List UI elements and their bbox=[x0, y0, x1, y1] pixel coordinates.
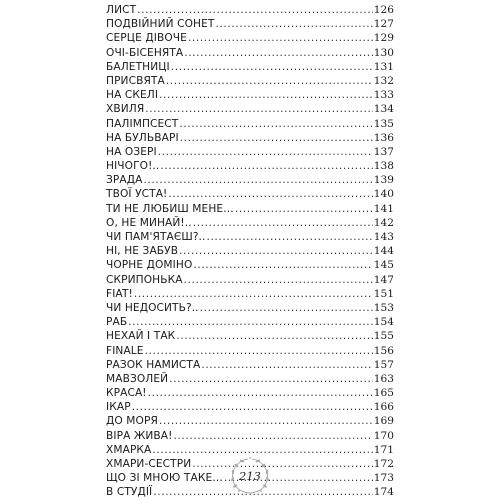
dot-leader bbox=[206, 230, 372, 244]
dot-leader bbox=[166, 74, 373, 88]
toc-entry-page: 133 bbox=[373, 89, 394, 102]
toc-entry bbox=[106, 429, 394, 443]
dot-leader bbox=[134, 287, 373, 301]
toc-entry bbox=[106, 17, 394, 31]
table-of-contents bbox=[106, 3, 394, 500]
toc-entry bbox=[106, 244, 394, 258]
toc-entry-page: 140 bbox=[373, 188, 394, 201]
toc-entry-page: 156 bbox=[373, 344, 394, 357]
toc-entry bbox=[106, 74, 394, 88]
dot-leader bbox=[145, 102, 372, 116]
toc-entry bbox=[106, 117, 394, 131]
dot-leader bbox=[128, 315, 373, 329]
toc-entry bbox=[106, 102, 394, 116]
dot-leader bbox=[180, 131, 373, 145]
toc-entry-page: 166 bbox=[373, 401, 394, 414]
toc-entry-page: 136 bbox=[373, 131, 394, 144]
page-number-ornament bbox=[226, 456, 274, 496]
toc-entry-title: FINALE bbox=[106, 344, 144, 357]
dot-leader bbox=[193, 258, 372, 272]
toc-entry-title: ВІРА ЖИВА! bbox=[106, 429, 173, 442]
toc-entry-title: ПОДВІЙНИЙ СОНЕТ bbox=[106, 18, 215, 31]
toc-entry bbox=[106, 202, 394, 216]
toc-entry-title: НІЧОГО!.. bbox=[106, 160, 160, 173]
toc-entry bbox=[106, 216, 394, 230]
toc-entry-title: ЧИ ПАМ'ЯТАЄШ?.. bbox=[106, 231, 206, 243]
dot-leader bbox=[132, 400, 373, 414]
dot-leader bbox=[174, 429, 373, 443]
toc-entry-page: 143 bbox=[373, 231, 394, 243]
dot-leader bbox=[159, 88, 373, 102]
dot-leader bbox=[171, 60, 373, 74]
toc-entry bbox=[106, 60, 394, 74]
toc-entry bbox=[106, 131, 394, 145]
toc-entry-title: ІКАР bbox=[106, 401, 131, 414]
dot-leader bbox=[235, 202, 373, 216]
toc-entry bbox=[106, 31, 394, 45]
toc-entry-title: НЕХАЙ І ТАК bbox=[106, 330, 176, 343]
toc-entry-title: ЩО ЗІ МНОЮ ТАКЕ… bbox=[106, 472, 223, 485]
toc-entry bbox=[106, 46, 394, 60]
toc-entry-page: 147 bbox=[373, 273, 394, 286]
toc-entry-page: 165 bbox=[373, 387, 394, 400]
dot-leader bbox=[193, 216, 373, 230]
dot-leader bbox=[176, 329, 372, 343]
toc-entry-page: 137 bbox=[373, 145, 394, 158]
dot-leader bbox=[159, 414, 373, 428]
toc-entry bbox=[106, 173, 394, 187]
toc-entry-title: FIAT! bbox=[106, 287, 133, 300]
toc-entry-title: ХМАРИ-СЕСТРИ bbox=[106, 458, 192, 470]
toc-entry-title: ПРИСВЯТА bbox=[106, 74, 165, 87]
toc-entry-page: 131 bbox=[373, 60, 394, 73]
dot-leader bbox=[184, 273, 373, 287]
toc-entry-title: О, НЕ МИНАЙ!.. bbox=[106, 216, 192, 229]
toc-entry-title: СЕРЦЕ ДІВОЧЕ bbox=[106, 32, 187, 45]
toc-entry bbox=[106, 159, 394, 173]
toc-entry-page: 126 bbox=[373, 4, 394, 16]
toc-entry-page: 174 bbox=[373, 486, 394, 499]
dot-leader bbox=[145, 344, 373, 358]
toc-entry-title: БАЛЕТНИЦІ bbox=[106, 60, 170, 73]
toc-entry-page: 172 bbox=[373, 458, 394, 470]
dot-leader bbox=[137, 3, 373, 17]
toc-entry-page: 129 bbox=[373, 32, 394, 45]
toc-entry-page: 169 bbox=[373, 415, 394, 428]
dot-leader bbox=[184, 46, 372, 60]
toc-entry-page: 145 bbox=[373, 259, 394, 272]
toc-entry-title: ЧОРНЕ ДОМІНО bbox=[106, 259, 193, 272]
page-number: 213 bbox=[239, 469, 261, 483]
toc-entry-page: 139 bbox=[373, 174, 394, 187]
toc-entry-page: 155 bbox=[373, 330, 394, 343]
toc-entry-title: ЧИ НЕДОСИТЬ?.. bbox=[106, 301, 199, 314]
toc-entry-title: МАВЗОЛЕЙ bbox=[106, 372, 169, 385]
toc-entry-title: ПАЛІМПСЕСТ bbox=[106, 117, 179, 130]
toc-entry-page: 141 bbox=[373, 202, 394, 215]
toc-entry bbox=[106, 301, 394, 315]
toc-entry-page: 173 bbox=[373, 472, 394, 485]
toc-entry-title: РАБ bbox=[106, 316, 128, 329]
toc-entry-title: ОЧІ-БІСЕНЯТА bbox=[106, 46, 184, 59]
toc-entry-title: НА БУЛЬВАРІ bbox=[106, 131, 179, 144]
toc-entry-page: 132 bbox=[373, 74, 394, 87]
toc-entry-title: ХМАРКА bbox=[106, 443, 152, 456]
toc-entry-title: ДО МОРЯ bbox=[106, 415, 158, 428]
dot-leader bbox=[148, 386, 373, 400]
toc-entry-title: НА СКЕЛІ bbox=[106, 89, 159, 102]
toc-entry bbox=[106, 414, 394, 428]
dot-leader bbox=[143, 173, 372, 187]
dot-leader bbox=[168, 187, 372, 201]
toc-entry-page: 170 bbox=[373, 429, 394, 442]
toc-entry-title: ТИ НЕ ЛЮБИШ МЕНЕ… bbox=[106, 202, 234, 215]
toc-entry-title: ХВИЛЯ bbox=[106, 103, 145, 116]
toc-entry bbox=[106, 344, 394, 358]
dot-leader bbox=[158, 145, 373, 159]
toc-entry bbox=[106, 287, 394, 301]
dot-leader bbox=[179, 244, 373, 258]
toc-entry bbox=[106, 187, 394, 201]
toc-entry bbox=[106, 88, 394, 102]
toc-entry-page: 144 bbox=[373, 245, 394, 258]
toc-entry-title: В СТУДІЇ bbox=[106, 486, 153, 499]
toc-entry bbox=[106, 230, 394, 244]
toc-entry-title: КРАСА! bbox=[106, 387, 147, 400]
toc-entry-page: 171 bbox=[373, 443, 394, 456]
toc-entry bbox=[106, 258, 394, 272]
toc-entry-title: НА ОЗЕРІ bbox=[106, 145, 157, 158]
dot-leader bbox=[192, 457, 373, 471]
toc-entry-title: ЗРАДА bbox=[106, 174, 143, 187]
toc-entry-page: 154 bbox=[373, 316, 394, 329]
toc-entry bbox=[106, 400, 394, 414]
toc-entry-page: 135 bbox=[373, 117, 394, 130]
toc-entry-page: 130 bbox=[373, 46, 394, 59]
toc-entry bbox=[106, 443, 394, 457]
dot-leader bbox=[179, 117, 372, 131]
toc-entry-page: 142 bbox=[373, 216, 394, 229]
toc-entry bbox=[106, 372, 394, 386]
dot-leader bbox=[169, 372, 373, 386]
dot-leader bbox=[201, 358, 372, 372]
toc-entry-page: 163 bbox=[373, 372, 394, 385]
dot-leader bbox=[152, 443, 372, 457]
toc-entry bbox=[106, 145, 394, 159]
dot-leader bbox=[188, 31, 373, 45]
toc-entry-page: 127 bbox=[373, 18, 394, 31]
toc-entry-page: 138 bbox=[373, 160, 394, 173]
toc-entry-page: 157 bbox=[373, 358, 394, 371]
dot-leader bbox=[215, 17, 372, 31]
toc-entry-title: ТВОЇ УСТА! bbox=[106, 188, 168, 201]
toc-entry-page: 134 bbox=[373, 103, 394, 116]
dot-leader bbox=[160, 159, 372, 173]
toc-entry bbox=[106, 358, 394, 372]
toc-entry-title: НІ, НЕ ЗАБУВ bbox=[106, 245, 179, 258]
toc-entry bbox=[106, 315, 394, 329]
toc-entry-title: ЛИСТ bbox=[106, 4, 137, 16]
toc-entry-page: 151 bbox=[373, 287, 394, 300]
toc-entry-title: РАЗОК НАМИСТА bbox=[106, 358, 201, 371]
toc-entry-title: СКРИПОНЬКА bbox=[106, 273, 183, 286]
toc-entry-page: 153 bbox=[373, 301, 394, 314]
toc-entry bbox=[106, 3, 394, 17]
toc-entry bbox=[106, 329, 394, 343]
dot-leader bbox=[200, 301, 373, 315]
toc-entry bbox=[106, 386, 394, 400]
toc-entry bbox=[106, 273, 394, 287]
